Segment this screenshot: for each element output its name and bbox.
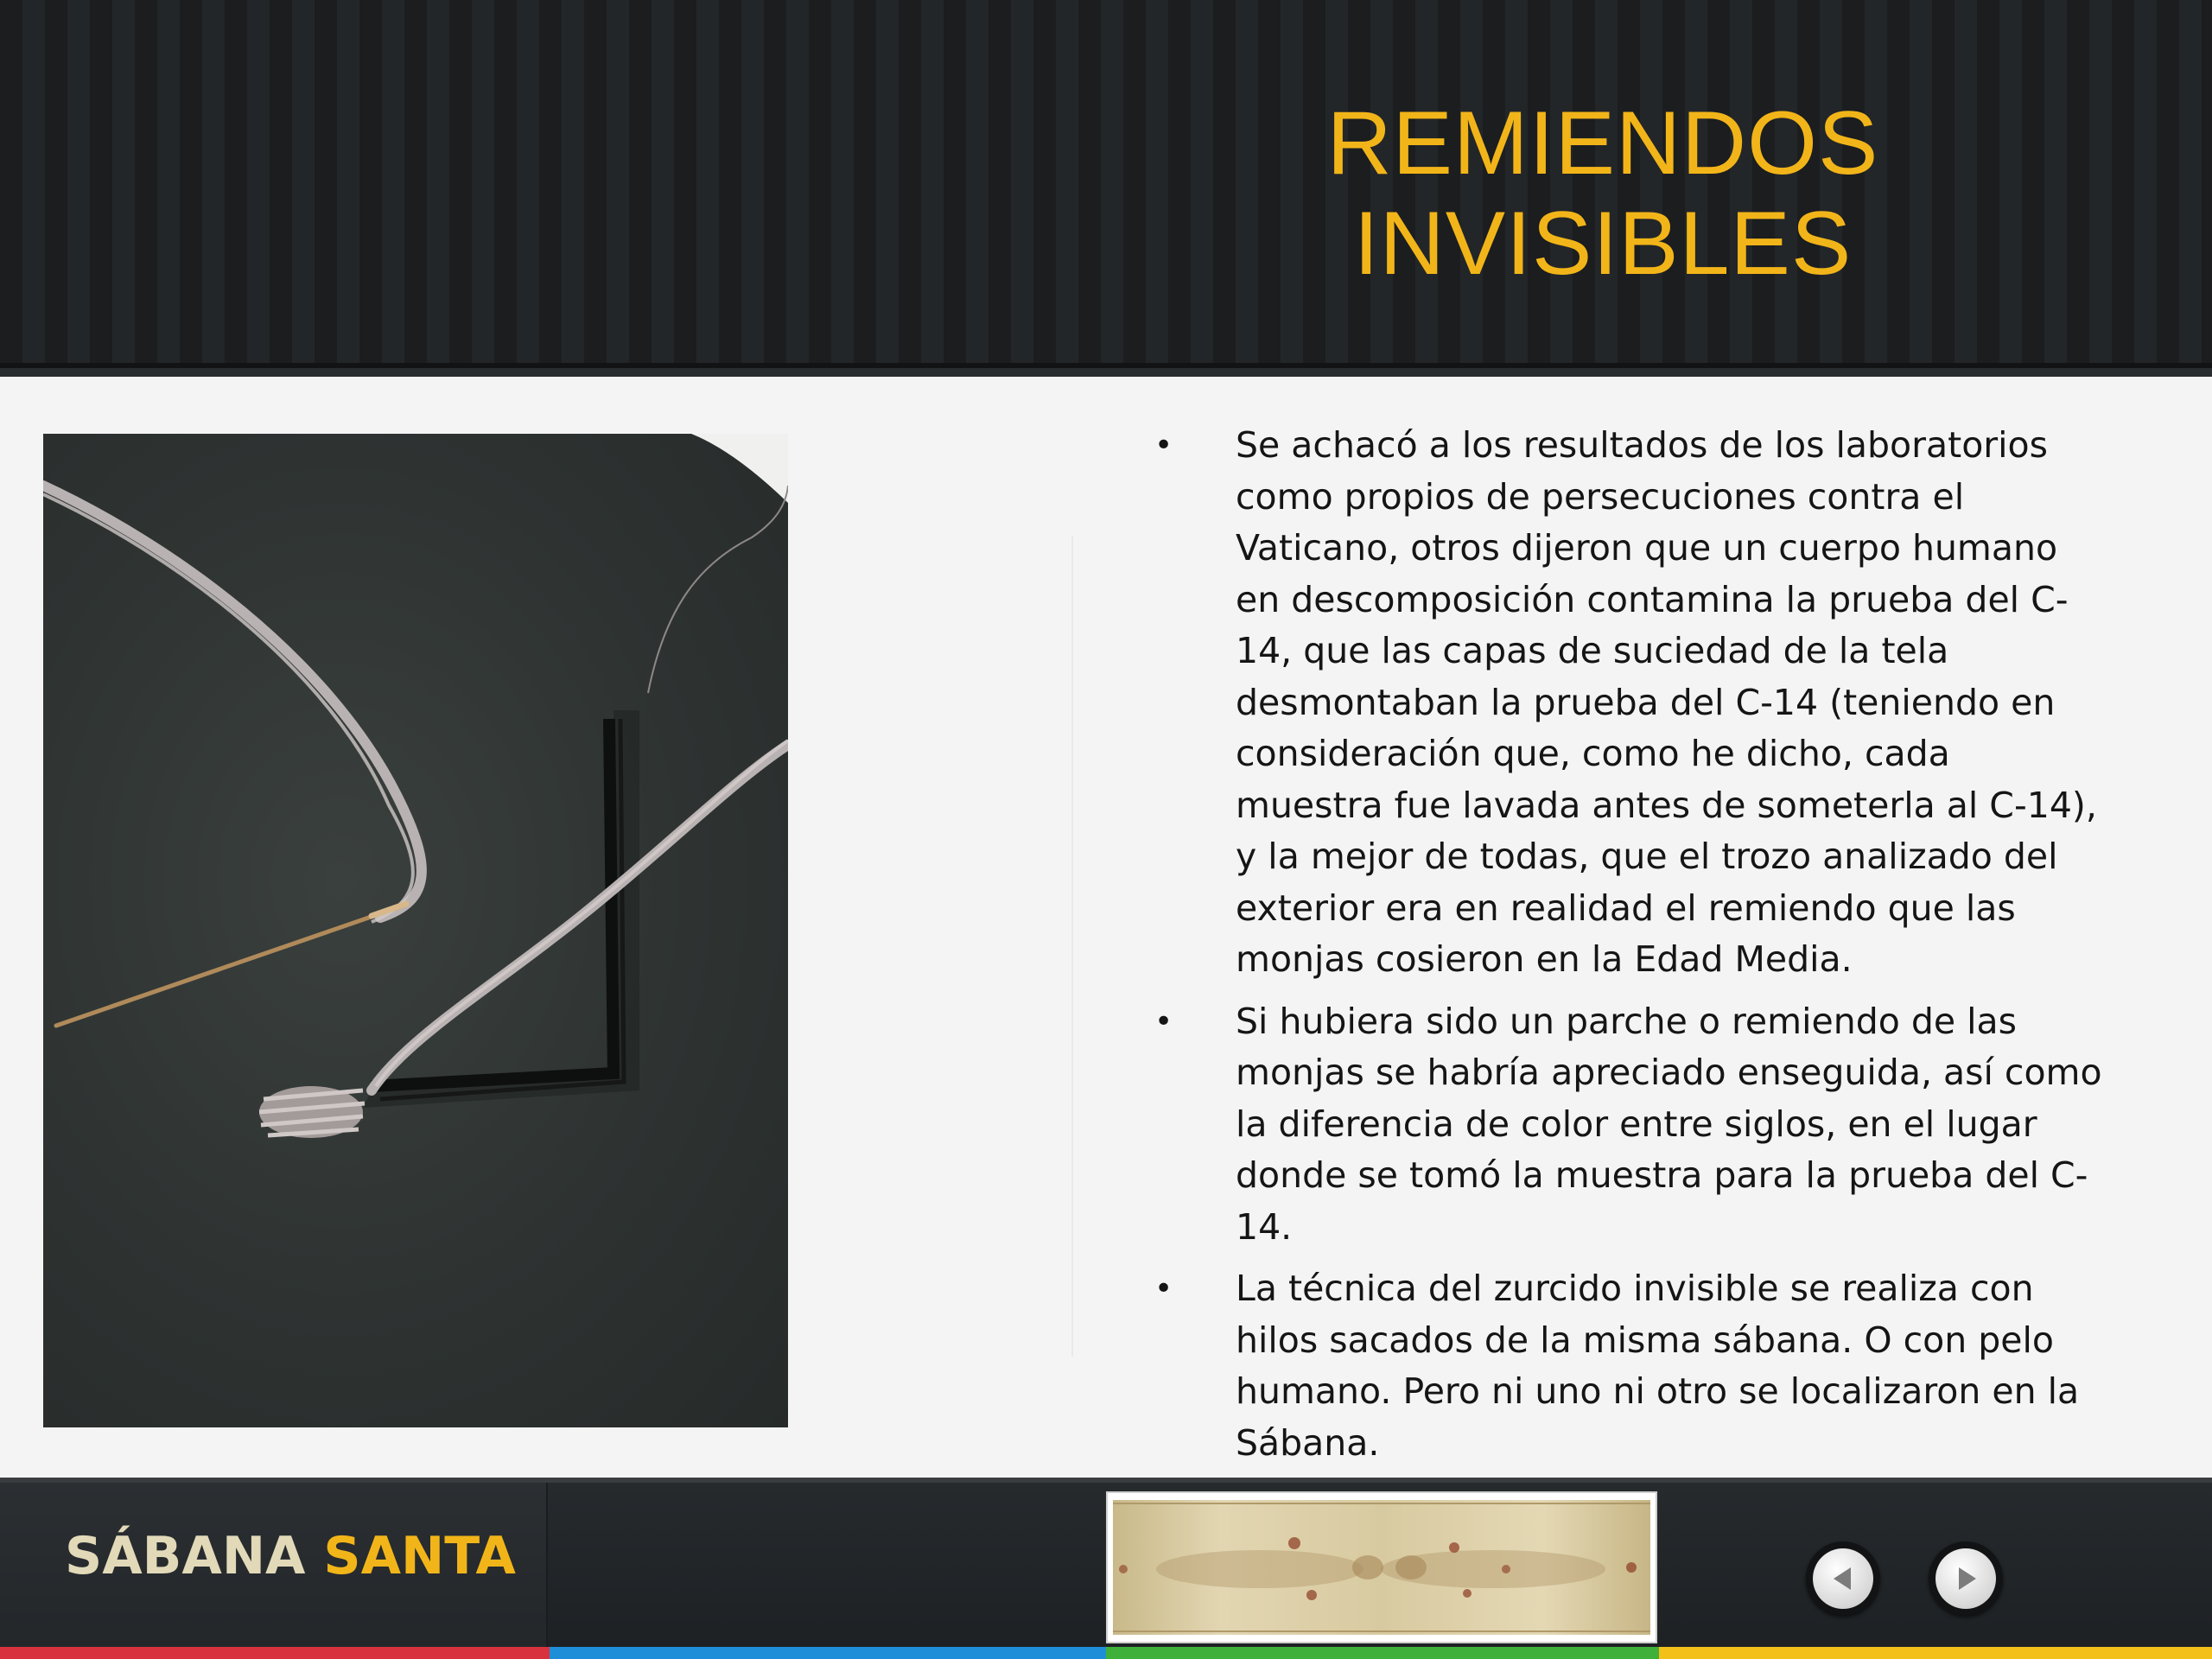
bullet-item bbox=[1141, 1263, 2108, 1469]
footer-brand-panel bbox=[0, 1483, 548, 1647]
shroud-image bbox=[1113, 1500, 1650, 1635]
bullet-list bbox=[1141, 420, 2108, 1479]
bullet-text: Se achacó a los resultados de los laboratorios como propios de persecuciones contra el Vaticano, otros dijeron que un cuerpo humano en descomposición contamina la prueba del C-14, que las capas de suciedad de la tela desmontaban la prueba del C-14 (teniendo en consideración que, como he dicho, cada muestra fue lavada antes de someterla al C-14), y la mejor de todas, que el trozo analizado del exterior era en realidad el remiendo que las monjas cosieron en la Edad Media. bbox=[1236, 424, 2097, 980]
bullet-marker: • bbox=[1154, 1003, 1173, 1039]
slide-title-line1: REMIENDOS bbox=[1326, 93, 1879, 194]
bullet-marker: • bbox=[1154, 1271, 1173, 1306]
slide-footer bbox=[0, 1483, 2212, 1647]
bullet-item bbox=[1141, 996, 2108, 1254]
previous-slide-button[interactable] bbox=[1806, 1541, 1880, 1616]
darning-photo bbox=[43, 434, 788, 1427]
bullet-text: La técnica del zurcido invisible se realiza con hilos sacados de la misma sábana. O con pelo humano. Pero ni uno ni otro se localizaron en la Sábana. bbox=[1236, 1268, 2080, 1464]
brand-word-1: SÁBANA bbox=[65, 1526, 306, 1586]
bullet-marker: • bbox=[1154, 428, 1173, 463]
slide-title-line2: INVISIBLES bbox=[1353, 194, 1853, 294]
color-bar-red bbox=[0, 1647, 550, 1659]
color-bar-yellow bbox=[1659, 1647, 2212, 1659]
bullet-item bbox=[1141, 420, 2108, 986]
brand-word-2: SANTA bbox=[323, 1526, 516, 1586]
shroud-thumbnail bbox=[1106, 1491, 1657, 1643]
slide-header bbox=[0, 0, 2212, 373]
slide-title bbox=[1262, 93, 1944, 294]
next-slide-button[interactable] bbox=[1929, 1541, 2003, 1616]
triangle-left-icon bbox=[1813, 1548, 1873, 1609]
header-divider-light bbox=[0, 368, 2212, 377]
brand-logo bbox=[65, 1526, 516, 1586]
content-divider bbox=[1071, 536, 1073, 1357]
color-bar-green bbox=[1106, 1647, 1659, 1659]
bullet-text: Si hubiera sido un parche o remiendo de las monjas se habría apreciado enseguida, así como la diferencia de color entre siglos, en el lugar donde se tomó la muestra para la prueba del C-14. bbox=[1236, 1000, 2102, 1248]
triangle-right-icon bbox=[1936, 1548, 1996, 1609]
color-bar-blue bbox=[550, 1647, 1106, 1659]
